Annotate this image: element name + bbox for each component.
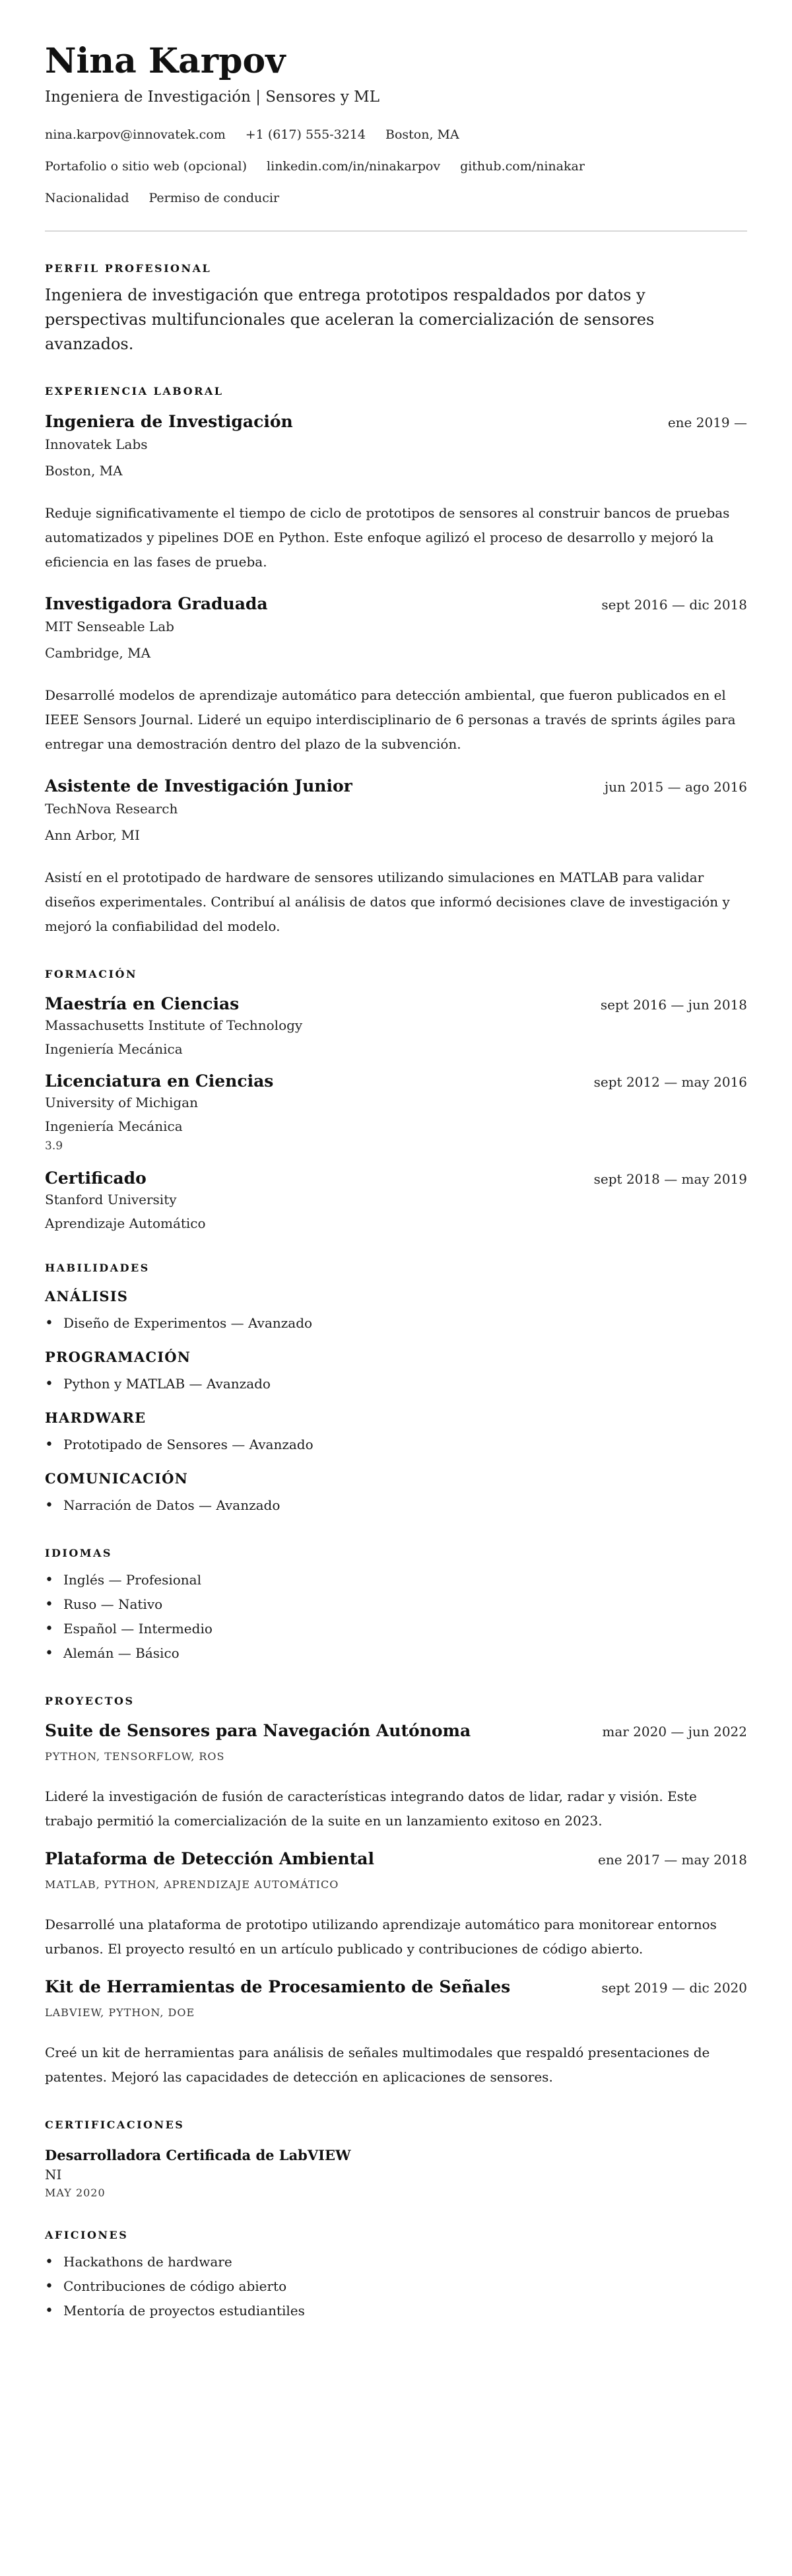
job-company: MIT Senseable Lab (45, 619, 174, 634)
nationality: Nacionalidad (45, 191, 129, 205)
skill-group (45, 1470, 747, 1518)
job-dates: jun 2015 — ago 2016 (605, 779, 747, 795)
contact-row-primary (45, 126, 747, 143)
github-link[interactable]: github.com/ninakar (460, 159, 585, 174)
skill-item: • Diseño de Experimentos — Avanzado (45, 1311, 747, 1336)
project-tech: LABVIEW, PYTHON, DOE (45, 2006, 195, 2019)
section-title: CERTIFICACIONES (45, 2118, 185, 2131)
candidate-name: Nina Karpov (45, 41, 286, 81)
skill-category: ANÁLISIS (45, 1288, 129, 1305)
project-dates: mar 2020 — jun 2022 (602, 1724, 747, 1740)
linkedin-link[interactable]: linkedin.com/in/ninakarpov (267, 159, 441, 174)
skill-group (45, 1349, 747, 1396)
skill-item: • Python y MATLAB — Avanzado (45, 1372, 747, 1396)
project-tech: MATLAB, PYTHON, APRENDIZAJE AUTOMÁTICO (45, 1878, 339, 1891)
school-name: University of Michigan (45, 1095, 198, 1110)
education-dates: sept 2016 — jun 2018 (600, 997, 747, 1013)
degree-title: Maestría en Ciencias (45, 994, 240, 1013)
email-link[interactable]: nina.karpov@innovatek.com (45, 127, 226, 142)
project-entry (45, 1977, 747, 2089)
certifications-section (45, 2118, 747, 2200)
school-name: Stanford University (45, 1192, 177, 1207)
experience-entry (45, 776, 747, 939)
job-description: Desarrollé modelos de aprendizaje automático para detección ambiental, que fueron publicados en el IEEE Sensors Journal. Lideré un equipo interdisciplinario de 6 personas a través de sprints ágiles para entregar una demostración dentro del plazo de la subvención. (45, 687, 736, 752)
project-name: Plataforma de Detección Ambiental (45, 1849, 374, 1868)
school-name: Massachusetts Institute of Technology (45, 1017, 303, 1033)
project-name: Suite de Sensores para Navegación Autónoma (45, 1721, 471, 1740)
job-location: Ann Arbor, MI (45, 827, 140, 843)
field-of-study: Aprendizaje Automático (45, 1215, 206, 1231)
section-title: HABILIDADES (45, 1262, 150, 1274)
section-title: PROYECTOS (45, 1695, 135, 1707)
section-title: PERFIL PROFESIONAL (45, 262, 212, 275)
section-title: IDIOMAS (45, 1547, 112, 1559)
job-description: Reduje significativamente el tiempo de ciclo de prototipos de sensores al construir bancos de pruebas automatizados y pipelines DOE en Python. Este enfoque agilizó el proceso de desarrollo y mejoró la eficiencia en las fases de prueba. (45, 505, 730, 570)
certification-entry (45, 2146, 747, 2200)
section-title: AFICIONES (45, 2229, 129, 2241)
skill-group (45, 1409, 747, 1457)
skill-category: PROGRAMACIÓN (45, 1349, 191, 1365)
hobbies-section (45, 2229, 747, 2323)
section-title: EXPERIENCIA LABORAL (45, 385, 224, 397)
resume-header (45, 41, 747, 232)
job-dates: ene 2019 — (667, 415, 747, 430)
skill-category: COMUNICACIÓN (45, 1470, 189, 1487)
project-entry (45, 1849, 747, 1961)
certification-name: Desarrolladora Certificada de LabVIEW (45, 2147, 351, 2163)
skill-category: HARDWARE (45, 1409, 147, 1426)
skill-item: • Prototipado de Sensores — Avanzado (45, 1433, 747, 1457)
header-divider (45, 230, 747, 232)
gpa: 3.9 (45, 1139, 63, 1153)
experience-section (45, 385, 747, 939)
project-tech: PYTHON, TENSORFLOW, ROS (45, 1750, 225, 1763)
certification-date: MAY 2020 (45, 2186, 106, 2199)
portfolio-link[interactable]: Portafolio o sitio web (opcional) (45, 159, 248, 174)
project-dates: sept 2019 — dic 2020 (601, 1980, 747, 1996)
education-entry (45, 994, 747, 1058)
job-company: Innovatek Labs (45, 436, 148, 452)
job-dates: sept 2016 — dic 2018 (601, 597, 747, 613)
job-description: Asistí en el prototipado de hardware de sensores utilizando simulaciones en MATLAB para validar diseños experimentales. Contribuí al análisis de datos que informó decisiones clave de investigación y mejoró la confiabilidad del modelo. (45, 869, 730, 934)
language-item: • Inglés — Profesional (45, 1568, 747, 1592)
project-description: Lideré la investigación de fusión de características integrando datos de lidar, radar y visión. Este trabajo permitió la comercialización de la suite en un lanzamiento exitoso en 2023. (45, 1788, 697, 1829)
language-item: • Alemán — Básico (45, 1641, 747, 1666)
education-dates: sept 2018 — may 2019 (593, 1171, 747, 1187)
job-title: Ingeniera de Investigación (45, 412, 293, 431)
skill-item: • Narración de Datos — Avanzado (45, 1493, 747, 1518)
experience-entry (45, 594, 747, 757)
experience-entry (45, 412, 747, 574)
contact-row-extra (45, 189, 747, 207)
job-location: Cambridge, MA (45, 645, 151, 661)
location: Boston, MA (385, 127, 459, 142)
hobby-item: • Hackathons de hardware (45, 2250, 747, 2274)
languages-section (45, 1547, 747, 1666)
degree-title: Certificado (45, 1169, 147, 1188)
degree-title: Licenciatura en Ciencias (45, 1071, 274, 1091)
education-dates: sept 2012 — may 2016 (593, 1074, 747, 1090)
profile-section (45, 262, 747, 356)
language-item: • Español — Intermedio (45, 1617, 747, 1641)
headline: Ingeniera de Investigación | Sensores y ML (45, 88, 380, 106)
job-title: Investigadora Graduada (45, 594, 268, 613)
job-title: Asistente de Investigación Junior (45, 776, 352, 796)
job-location: Boston, MA (45, 463, 123, 479)
job-company: TechNova Research (45, 801, 178, 817)
education-entry (45, 1169, 747, 1233)
skills-section (45, 1262, 747, 1518)
project-entry (45, 1721, 747, 1833)
section-title: FORMACIÓN (45, 968, 137, 980)
contact-row-links (45, 158, 747, 175)
hobby-item: • Mentoría de proyectos estudiantiles (45, 2299, 747, 2323)
profile-summary: Ingeniera de investigación que entrega prototipos respaldados por datos y perspectivas multifuncionales que aceleran la comercialización de sensores avanzados. (45, 286, 655, 353)
language-item: • Ruso — Nativo (45, 1592, 747, 1617)
project-dates: ene 2017 — may 2018 (598, 1852, 747, 1868)
education-section (45, 968, 747, 1233)
project-description: Desarrollé una plataforma de prototipo utilizando aprendizaje automático para monitorear entornos urbanos. El proyecto resultó en un artículo publicado y contribuciones de código abierto. (45, 1916, 717, 1957)
hobby-item: • Contribuciones de código abierto (45, 2274, 747, 2299)
field-of-study: Ingeniería Mecánica (45, 1118, 183, 1134)
driving-license: Permiso de conducir (148, 191, 280, 205)
project-description: Creé un kit de herramientas para análisis de señales multimodales que respaldó presentaciones de patentes. Mejoró las capacidades de detección en aplicaciones de sensores. (45, 2045, 710, 2085)
certification-issuer: NI (45, 2167, 62, 2183)
education-entry (45, 1071, 747, 1153)
field-of-study: Ingeniería Mecánica (45, 1041, 183, 1057)
skill-group (45, 1288, 747, 1336)
projects-section (45, 1695, 747, 2089)
project-name: Kit de Herramientas de Procesamiento de Señales (45, 1977, 511, 1996)
phone-number[interactable]: +1 (617) 555-3214 (245, 127, 366, 142)
